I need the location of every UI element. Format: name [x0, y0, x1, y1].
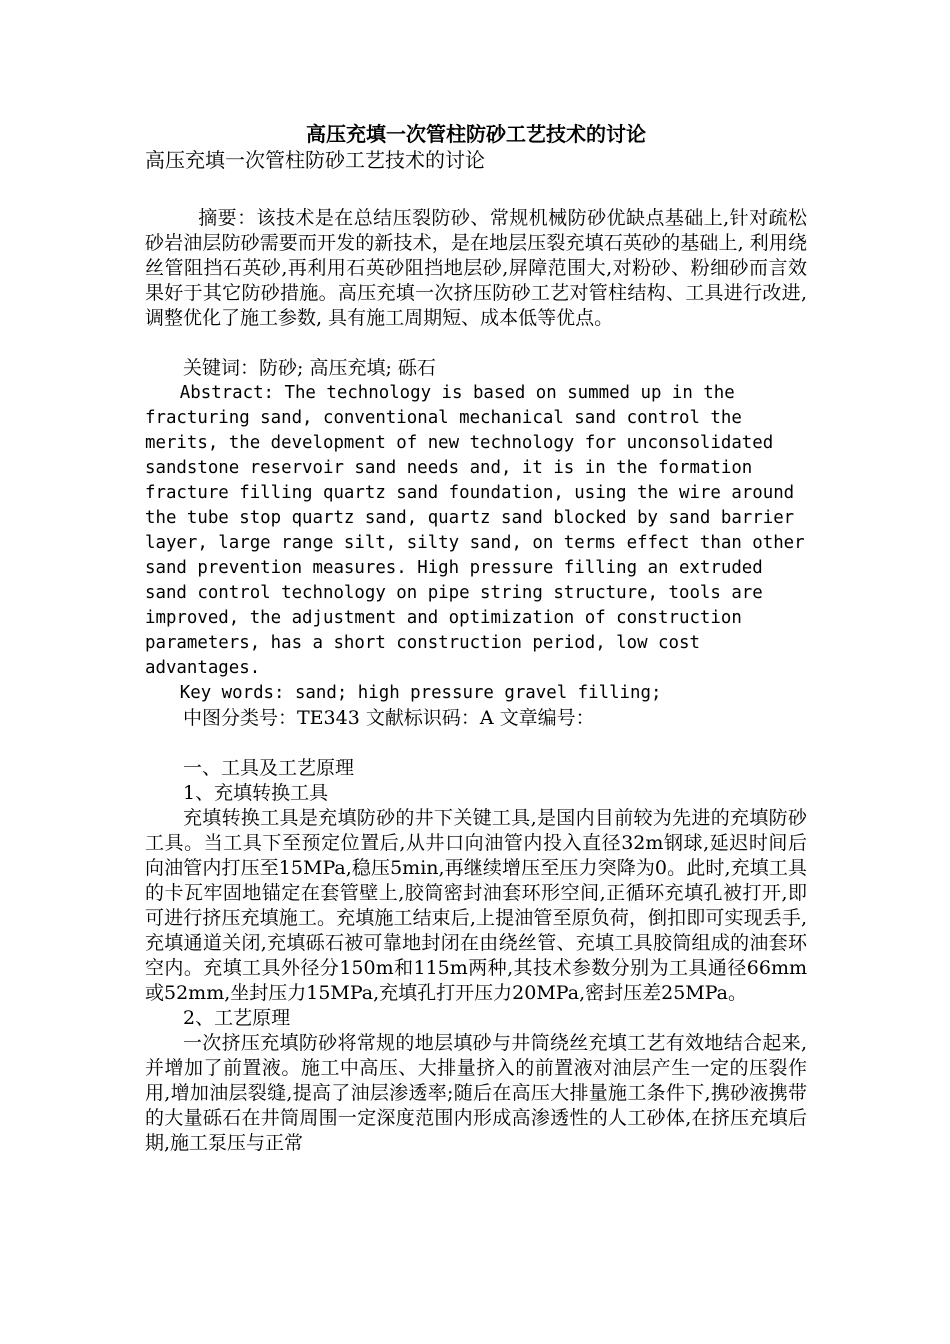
document-subtitle: 高压充填一次管柱防砂工艺技术的讨论 — [145, 148, 485, 172]
abstract-english: Abstract: The technology is based on summed up in the fracturing sand, conventional mechanical sand control the merits, the development of new technology for unconsolidated sandstone reservoir sand needs and, it is in the formation fracture filling quartz sand foundation, using the wire around the tube stop quartz sand, quartz sand blocked by sand barrier layer, large range silt, silty sand, on terms effect than other sand prevention measures. High pressure filling an extruded sand control technology on pipe string structure, tools are improved, the adjustment and optimization of construction parameters, has a short construction period, low cost advantages. — [145, 383, 805, 678]
document-body — [145, 121, 807, 1156]
keywords-chinese: 关键词：防砂; 高压充填; 砾石 — [183, 357, 436, 379]
classification-line: 中图分类号：TE343 文献标识码：A 文章编号： — [183, 707, 595, 729]
keywords-english: Key words: sand; high pressure gravel filling; — [179, 683, 662, 703]
spacer — [145, 173, 807, 206]
subsection-heading-principle: 2、工艺原理 — [183, 1007, 291, 1029]
spacer — [145, 731, 807, 756]
section-heading: 一、工具及工艺原理 — [183, 757, 355, 779]
subsection-heading-tool: 1、充填转换工具 — [183, 782, 329, 804]
body-paragraph-principle: 一次挤压充填防砂将常规的地层填砂与井筒绕丝充填工艺有效地结合起来,并增加了前置液。施工中高压、大排量挤入的前置液对油层产生一定的压裂作用,增加油层裂缝,提高了油层渗透率;随后在高压大排量施工条件下,携砂液携带的大量砾石在井筒周围一定深度范围内形成高渗透性的人工砂体,在挤压充填后期,施工泵压与正常 — [145, 1032, 807, 1154]
document-title: 高压充填一次管柱防砂工艺技术的讨论 — [306, 122, 646, 146]
spacer — [145, 331, 807, 356]
body-paragraph-tool: 充填转换工具是充填防砂的井下关键工具,是国内目前较为先进的充填防砂工具。当工具下至预定位置后,从井口向油管内投入直径32m钢球,延迟时间后向油管内打压至15MPa,稳压5min,再继续增压至压力突降为0。此时,充填工具的卡瓦牢固地锚定在套管壁上,胶筒密封油套环形空间,正循环充填孔被打开,即可进行挤压充填施工。充填施工结束后,上提油管至原负荷，倒扣即可实现丢手,充填通道关闭,充填砾石被可靠地封闭在由绕丝管、充填工具胶筒组成的油套环空内。充填工具外径分150m和115m两种,其技术参数分别为工具通径66mm或52mm,坐封压力15MPa,充填孔打开压力20MPa,密封压差25MPa。 — [145, 807, 807, 1004]
abstract-chinese: 摘要：该技术是在总结压裂防砂、常规机械防砂优缺点基础上,针对疏松砂岩油层防砂需要而开发的新技术，是在地层压裂充填石英砂的基础上, 利用绕丝管阻挡石英砂,再利用石英砂阻挡地层砂,屏障范围大,对粉砂、粉细砂而言效果好于其它防砂措施。高压充填一次挤压防砂工艺对管柱结构、工具进行改进,调整优化了施工参数, 具有施工周期短、成本低等优点。 — [145, 207, 807, 329]
